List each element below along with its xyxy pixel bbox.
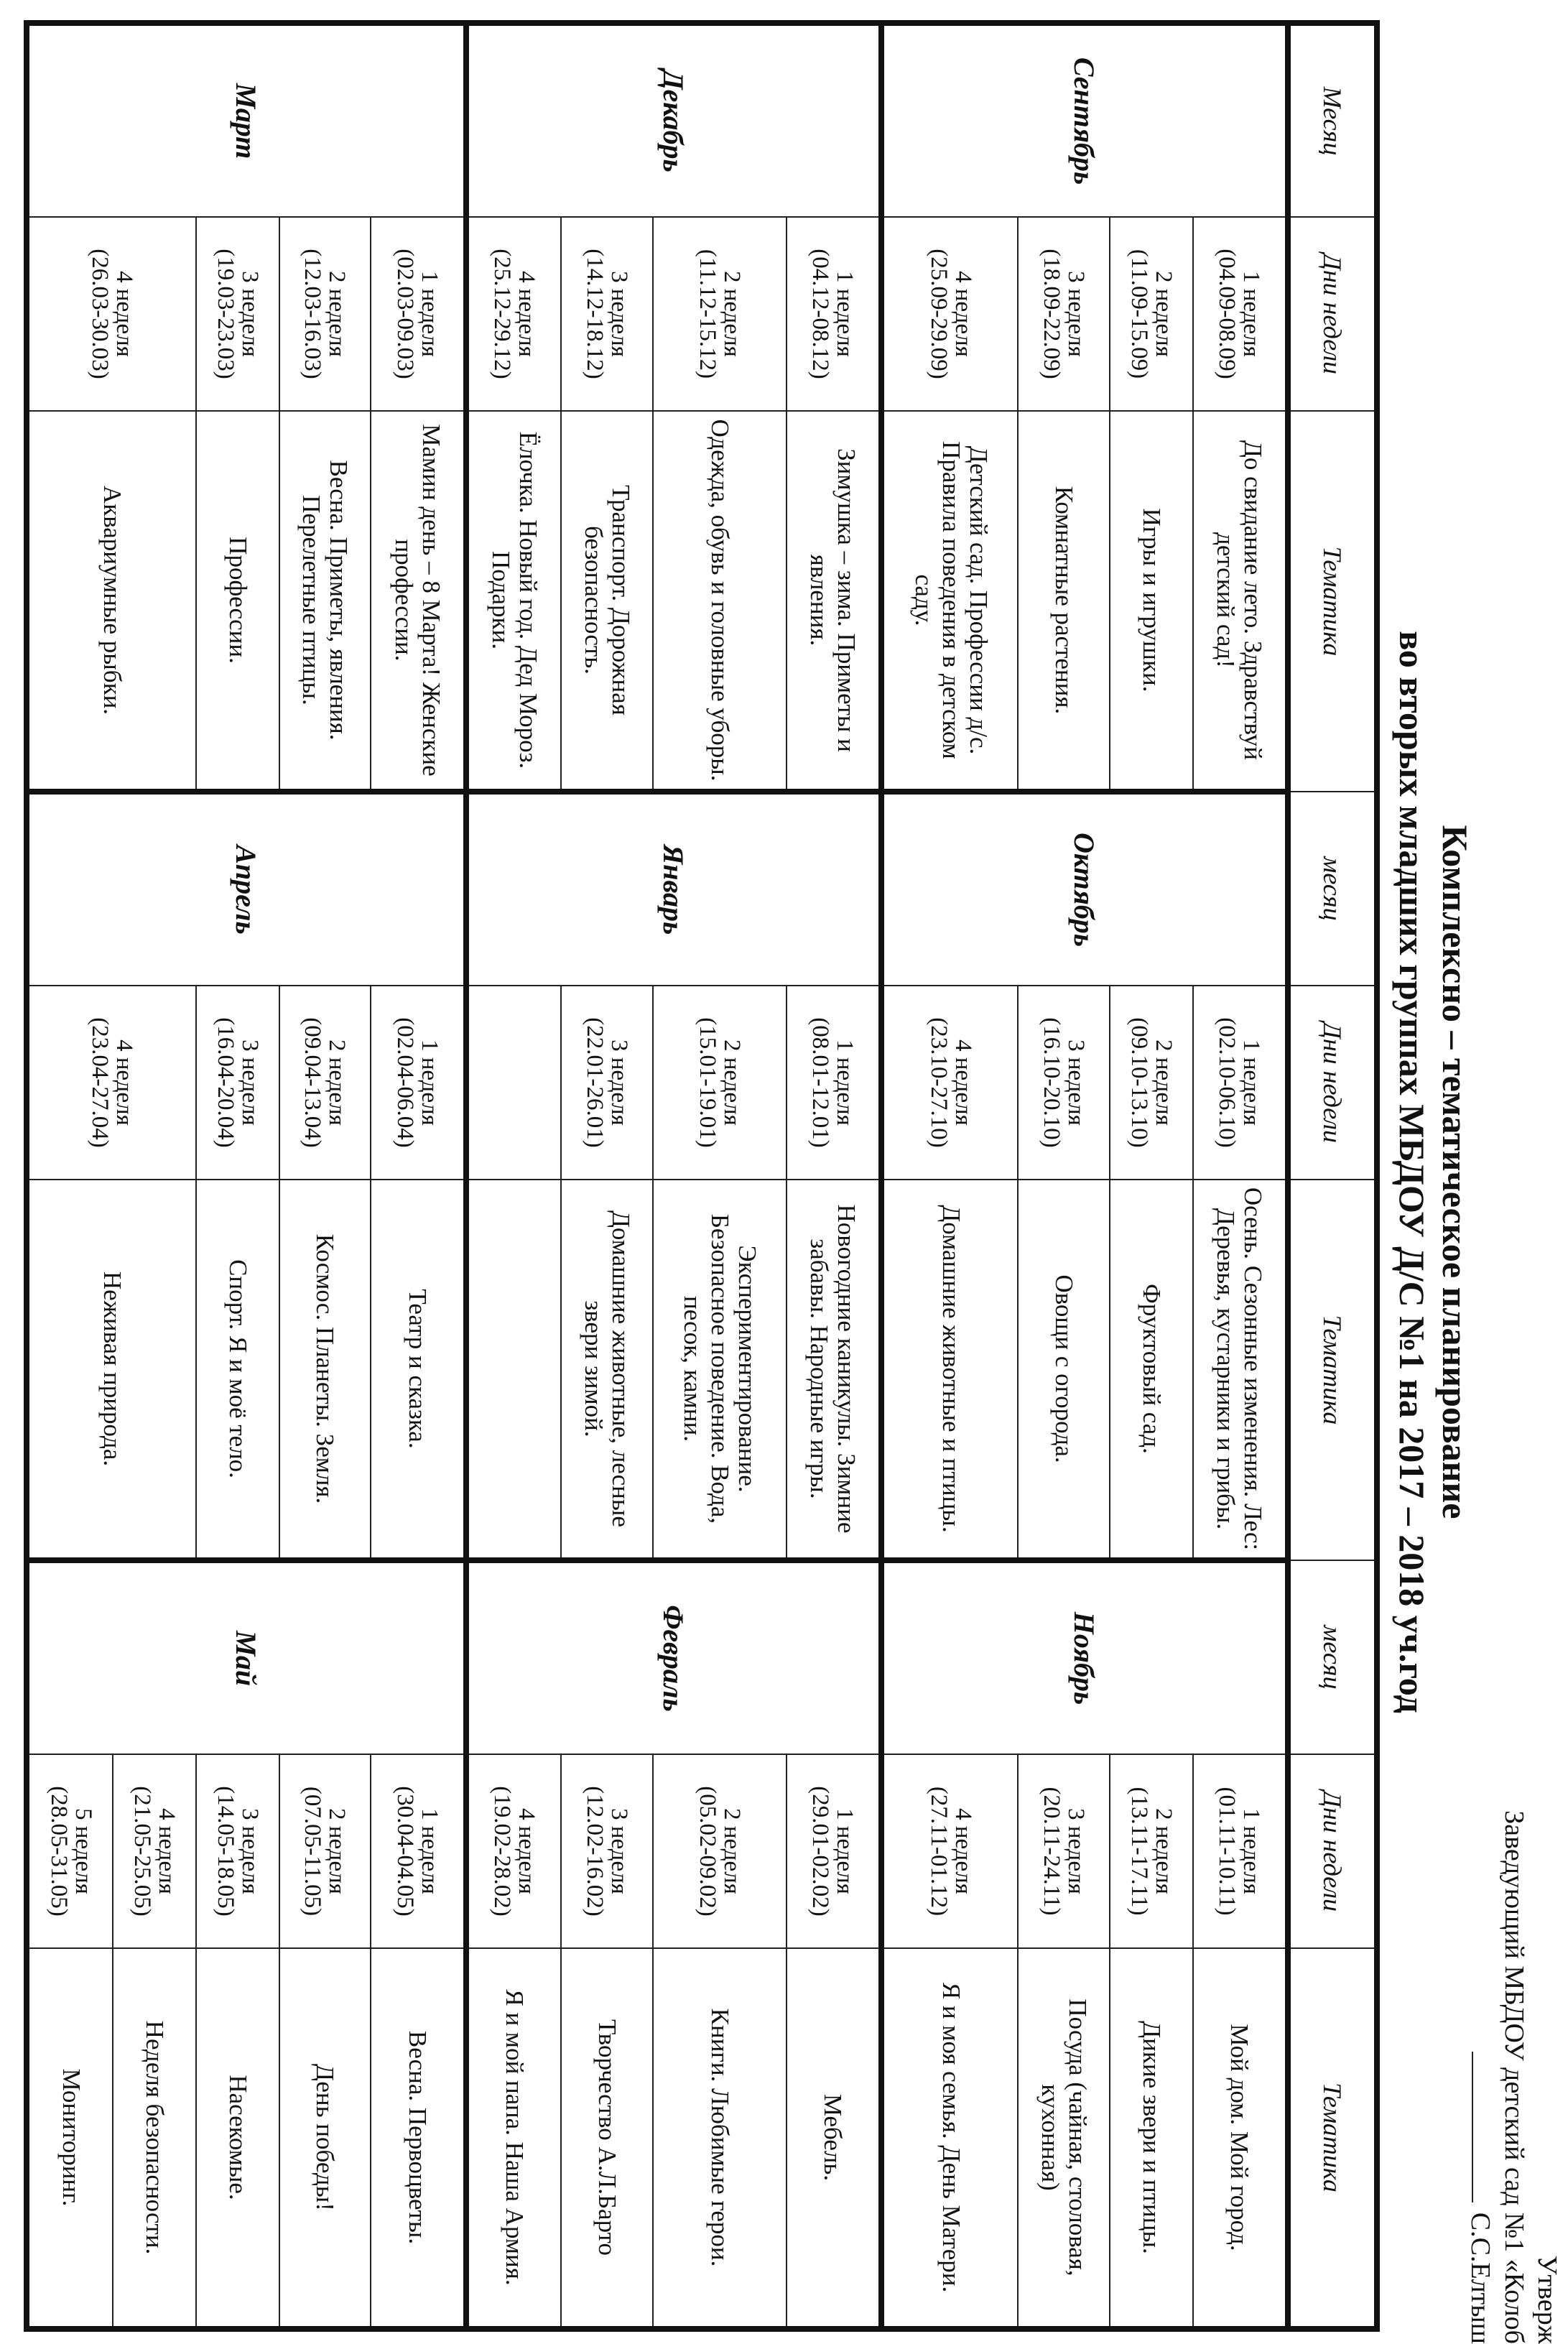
week-cell: 1 неделя (30.04-04.05) (371, 1754, 465, 1948)
week-cell: 1 неделя (01.11-10.11) (1193, 1754, 1288, 1948)
theme-cell: Комнатные растения. (1018, 411, 1110, 792)
week-cell: 3 неделя (12.02-16.02) (561, 1754, 653, 1948)
table-row (881, 23, 1018, 2329)
week-cell: 4 неделя (25.09-29.09) (881, 217, 1018, 411)
week-cell: 3 неделя (14.05-18.05) (196, 1754, 279, 1948)
header-theme: Тематика (1288, 1948, 1377, 2329)
theme-cell: Зимушка – зима. Приметы и явления. (787, 411, 881, 792)
week-cell: 2 неделя (09.04-13.04) (279, 986, 371, 1180)
week-cell: 3 неделя (16.04-20.04) (196, 986, 279, 1180)
month-cell: Март (27, 23, 466, 217)
theme-cell-empty (466, 1180, 561, 1560)
week-cell: 4 неделя (27.11-01.12) (881, 1754, 1018, 1948)
table-row (1193, 23, 1288, 2329)
table-row (787, 23, 881, 2329)
week-cell: 3 неделя (14.12-18.12) (561, 217, 653, 411)
table-row (1018, 23, 1110, 2329)
week-cell: 4 неделя (26.03-30.03) (27, 217, 196, 411)
week-cell: 2 неделя (13.11-17.11) (1110, 1754, 1193, 1948)
table-row (653, 23, 787, 2329)
week-cell: 2 неделя (15.01-19.01) (653, 986, 787, 1180)
theme-cell: Мамин день – 8 Марта! Женские профессии. (371, 411, 465, 792)
header-days: Дни недели (1288, 217, 1377, 411)
table-row (371, 23, 465, 2329)
month-cell: Февраль (466, 1560, 881, 1754)
theme-cell: Посуда (чайная, столовая, кухонная) (1018, 1948, 1110, 2329)
theme-cell: Космос. Планеты. Земля. (279, 1180, 371, 1560)
theme-cell: Игры и игрушки. (1110, 411, 1193, 792)
week-cell: 3 неделя (19.03-23.03) (196, 217, 279, 411)
theme-cell: Овощи с огорода. (1018, 1180, 1110, 1560)
document-subtitle: во вторых младших группах МБДОУ Д/С №1 на 2017 – 2018 уч.год (1392, 631, 1432, 1713)
theme-cell: Я и мой папа. Наша Армия. (466, 1948, 561, 2329)
week-cell: 4 неделя (25.12-29.12) (466, 217, 561, 411)
theme-cell: Весна. Приметы, явления. Перелетные птицы. (279, 411, 371, 792)
theme-cell: Насекомые. (196, 1948, 279, 2329)
theme-cell: Домашние животные и птицы. (881, 1180, 1018, 1560)
week-cell: 2 неделя (11.12-15.12) (653, 217, 787, 411)
header-month: Месяц (1288, 23, 1377, 217)
theme-cell: Мой дом. Мой город. (1193, 1948, 1288, 2329)
month-cell: Декабрь (466, 23, 881, 217)
week-cell: 2 неделя (12.03-16.03) (279, 217, 371, 411)
planning-table (24, 20, 1380, 2332)
week-cell-empty (466, 986, 561, 1180)
theme-cell: Экспериментирование. Безопасное поведение. Вода, песок, камни. (653, 1180, 787, 1560)
document-title: Комплексно – тематическое планирование (1435, 825, 1475, 1519)
theme-cell: Театр и сказка. (371, 1180, 465, 1560)
table-row (1110, 23, 1193, 2329)
header-days: Дни недели (1288, 1754, 1377, 1948)
week-cell: 1 неделя (02.04-06.04) (371, 986, 465, 1180)
theme-cell: Детский сад. Профессии д/с. Правила поведения в детском саду. (881, 411, 1018, 792)
theme-cell: Новогодние каникулы. Зимние забавы. Народные игры. (787, 1180, 881, 1560)
month-cell: Ноябрь (881, 1560, 1288, 1754)
theme-cell: Дикие звери и птицы. (1110, 1948, 1193, 2329)
month-cell: Сентябрь (881, 23, 1288, 217)
table-row (113, 23, 196, 2329)
theme-cell: Осень. Сезонные изменения. Лес: Деревья, кустарники и грибы. (1193, 1180, 1288, 1560)
theme-cell: Транспорт. Дорожная безопасность. (561, 411, 653, 792)
theme-cell: Мебель. (787, 1948, 881, 2329)
approval-line-3: С.С.Елтыш (1465, 2212, 1495, 2344)
week-cell: 1 неделя (02.10-06.10) (1193, 986, 1288, 1180)
theme-cell: Книги. Любимые герои. (653, 1948, 787, 2329)
theme-cell: Мониторинг. (27, 1948, 113, 2329)
header-month: месяц (1288, 792, 1377, 986)
header-days: Дни недели (1288, 986, 1377, 1180)
approval-line-1: Утверж (1532, 2255, 1562, 2344)
month-cell: Май (27, 1560, 466, 1754)
theme-cell: Профессии. (196, 411, 279, 792)
header-theme: Тематика (1288, 411, 1377, 792)
week-cell: 1 неделя (02.03-09.03) (371, 217, 465, 411)
theme-cell: Домашние животные, лесные звери зимой. (561, 1180, 653, 1560)
theme-cell: Творчество А.Л.Барто (561, 1948, 653, 2329)
theme-cell: Я и моя семья. День Матери. (881, 1948, 1018, 2329)
week-cell: 2 неделя (07.05-11.05) (279, 1754, 371, 1948)
week-cell: 1 неделя (04.09-08.09) (1193, 217, 1288, 411)
week-cell: 4 неделя (21.05-25.05) (113, 1754, 196, 1948)
week-cell: 3 неделя (20.11-24.11) (1018, 1754, 1110, 1948)
month-cell: Апрель (27, 792, 466, 986)
week-cell: 1 неделя (04.12-08.12) (787, 217, 881, 411)
theme-cell: Весна. Первоцветы. (371, 1948, 465, 2329)
table-row (561, 23, 653, 2329)
week-cell: 3 неделя (22.01-26.01) (561, 986, 653, 1180)
theme-cell: День победы! (279, 1948, 371, 2329)
theme-cell: Фруктовый сад. (1110, 1180, 1193, 1560)
week-cell: 2 неделя (05.02-09.02) (653, 1754, 787, 1948)
theme-cell: Спорт. Я и моё тело. (196, 1180, 279, 1560)
theme-cell: Неживая природа. (27, 1180, 196, 1560)
theme-cell: Аквариумные рыбки. (27, 411, 196, 792)
week-cell: 3 неделя (18.09-22.09) (1018, 217, 1110, 411)
week-cell: 2 неделя (11.09-15.09) (1110, 217, 1193, 411)
table-row (196, 23, 279, 2329)
header-theme: Тематика (1288, 1180, 1377, 1560)
theme-cell: Неделя безопасности. (113, 1948, 196, 2329)
approval-line-2: Заведующий МБДОУ детский сад №1 «Колоб (1499, 1810, 1529, 2344)
week-cell: 4 неделя (19.02-28.02) (466, 1754, 561, 1948)
month-cell: Январь (466, 792, 881, 986)
month-cell: Октябрь (881, 792, 1288, 986)
approval-block (1464, 1810, 1564, 2344)
theme-cell: Одежда, обувь и головные уборы. (653, 411, 787, 792)
theme-cell: До свидание лето. Здравствуй детский сад! (1193, 411, 1288, 792)
table-row (279, 23, 371, 2329)
week-cell: 1 неделя (29.01-02.02) (787, 1754, 881, 1948)
week-cell: 4 неделя (23.10-27.10) (881, 986, 1018, 1180)
header-month: месяц (1288, 1560, 1377, 1754)
week-cell: 3 неделя (16.10-20.10) (1018, 986, 1110, 1180)
table-row (466, 23, 561, 2329)
theme-cell: Ёлочка. Новый год. Дед Мороз. Подарки. (466, 411, 561, 792)
week-cell: 1 неделя (08.01-12.01) (787, 986, 881, 1180)
header-row (1288, 23, 1377, 2329)
week-cell: 2 неделя (09.10-13.10) (1110, 986, 1193, 1180)
week-cell: 4 неделя (23.04-27.04) (27, 986, 196, 1180)
week-cell: 5 неделя (28.05-31.05) (27, 1754, 113, 1948)
